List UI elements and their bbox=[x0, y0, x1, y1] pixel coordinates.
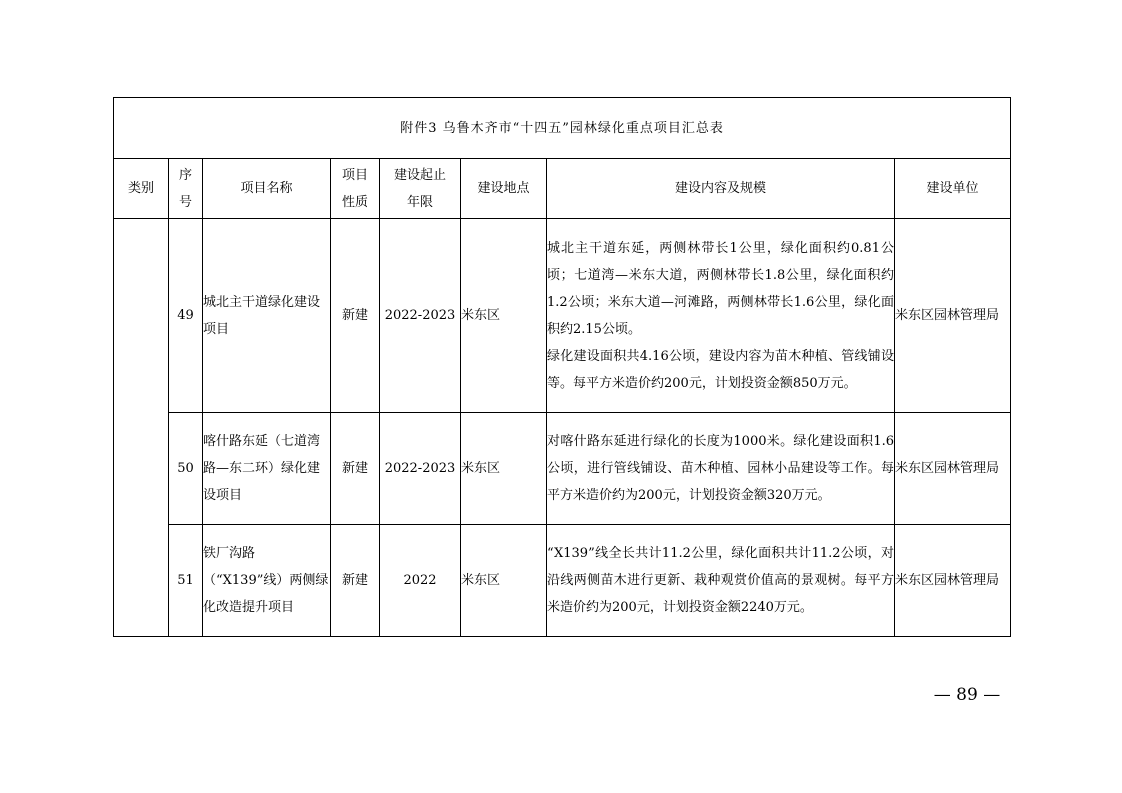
page-number: — 89 — bbox=[933, 685, 1001, 705]
seq-cell: 49 bbox=[169, 219, 203, 413]
header-seq: 序号 bbox=[169, 159, 203, 219]
period-cell: 2022-2023 bbox=[380, 413, 461, 525]
nature-cell: 新建 bbox=[331, 413, 380, 525]
project-name-cell: 铁厂沟路（“X139”线）两侧绿化改造提升项目 bbox=[203, 525, 331, 637]
seq-cell: 50 bbox=[169, 413, 203, 525]
table-row bbox=[114, 525, 1011, 637]
header-name: 项目名称 bbox=[203, 159, 331, 219]
category-cell bbox=[114, 219, 169, 637]
location-cell: 米东区 bbox=[461, 525, 547, 637]
table-row bbox=[114, 219, 1011, 413]
header-row bbox=[114, 159, 1011, 219]
nature-cell: 新建 bbox=[331, 525, 380, 637]
header-category: 类别 bbox=[114, 159, 169, 219]
project-name-cell: 城北主干道绿化建设项目 bbox=[203, 219, 331, 413]
content-paragraph: 城北主干道东延，两侧林带长1公里，绿化面积约0.81公顷；七道湾—米东大道，两侧林带长1.8公里，绿化面积约1.2公顷；米东大道—河滩路，两侧林带长1.6公里，绿化面积约2.15公顷。 bbox=[547, 240, 894, 337]
unit-cell: 米东区园林管理局 bbox=[895, 219, 1011, 413]
header-period: 建设起止年限 bbox=[380, 159, 461, 219]
content-cell bbox=[547, 219, 895, 413]
location-cell: 米东区 bbox=[461, 413, 547, 525]
location-cell: 米东区 bbox=[461, 219, 547, 413]
summary-table bbox=[113, 97, 1011, 637]
project-name-cell: 喀什路东延（七道湾路—东二环）绿化建设项目 bbox=[203, 413, 331, 525]
nature-cell: 新建 bbox=[331, 219, 380, 413]
content-cell: 对喀什路东延进行绿化的长度为1000米。绿化建设面积1.6公顷，进行管线铺设、苗木种植、园林小品建设等工作。每平方米造价约为200元，计划投资金额320万元。 bbox=[547, 413, 895, 525]
content-cell: “X139”线全长共计11.2公里，绿化面积共计11.2公顷，对沿线两侧苗木进行更新、栽种观赏价值高的景观树。每平方米造价约为200元，计划投资金额2240万元。 bbox=[547, 525, 895, 637]
unit-cell: 米东区园林管理局 bbox=[895, 525, 1011, 637]
table-title: 附件3 乌鲁木齐市“十四五”园林绿化重点项目汇总表 bbox=[114, 98, 1011, 159]
header-nature: 项目性质 bbox=[331, 159, 380, 219]
seq-cell: 51 bbox=[169, 525, 203, 637]
period-cell: 2022 bbox=[380, 525, 461, 637]
table-row bbox=[114, 413, 1011, 525]
header-unit: 建设单位 bbox=[895, 159, 1011, 219]
unit-cell: 米东区园林管理局 bbox=[895, 413, 1011, 525]
period-cell: 2022-2023 bbox=[380, 219, 461, 413]
header-content: 建设内容及规模 bbox=[547, 159, 895, 219]
header-location: 建设地点 bbox=[461, 159, 547, 219]
content-paragraph: 绿化建设面积共4.16公顷，建设内容为苗木种植、管线铺设等。每平方米造价约200元，计划投资金额850万元。 bbox=[547, 348, 894, 391]
